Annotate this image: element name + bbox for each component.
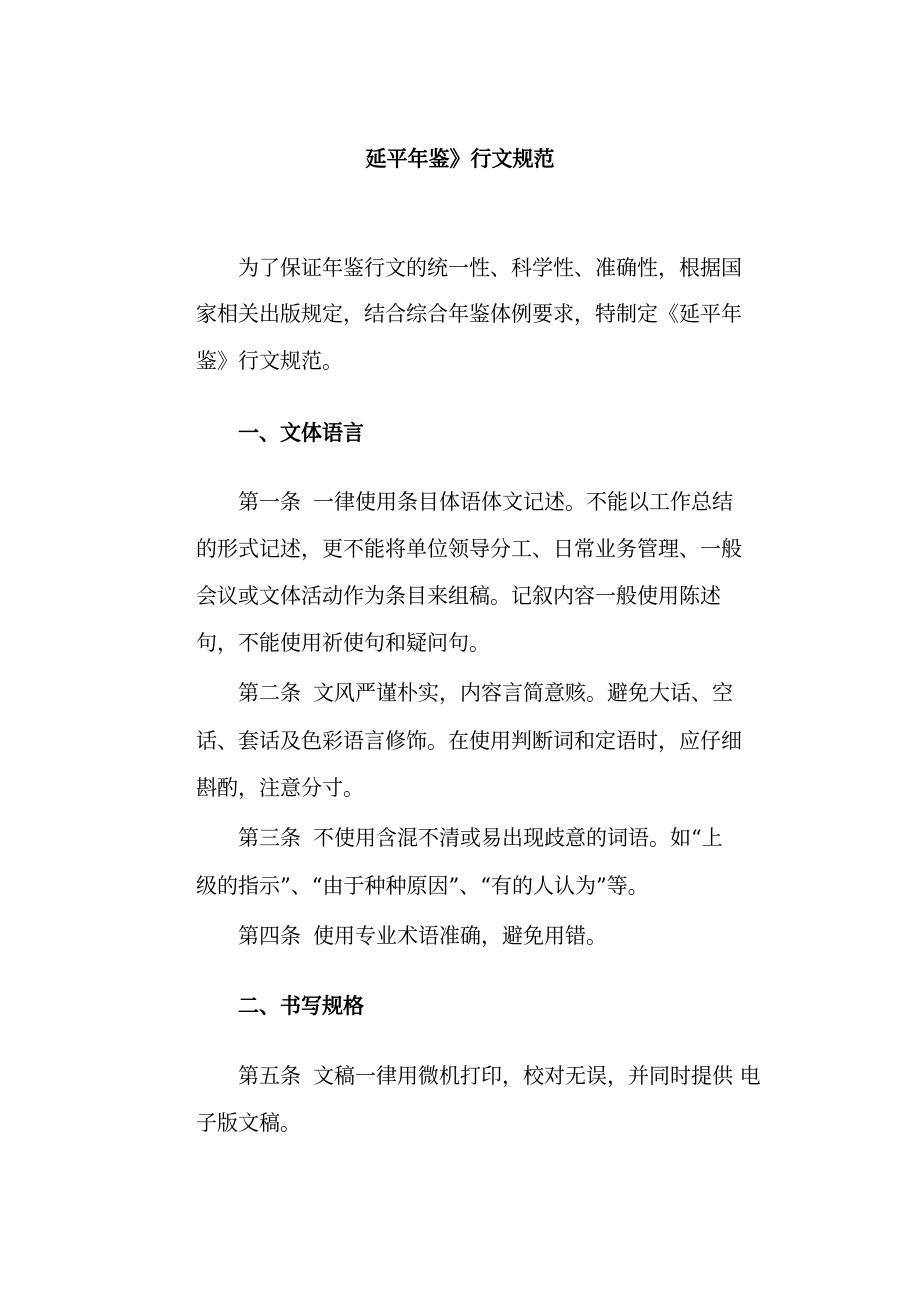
article-5-line-2: 子版文稿。 bbox=[196, 1111, 301, 1135]
article-5-label: 第五条 bbox=[238, 1064, 301, 1088]
intro-line-1: 为了保证年鉴行文的统一性、科学性、准确性，根据国 bbox=[238, 256, 742, 280]
intro-line-3: 鉴》行文规范。 bbox=[196, 349, 343, 373]
article-3-label: 第三条 bbox=[238, 826, 301, 850]
article-5-line-1 bbox=[238, 1060, 761, 1092]
article-4-line-1 bbox=[238, 920, 607, 952]
article-1-line-2: 的形式记述，更不能将单位领导分工、日常业务管理、一般 bbox=[196, 537, 742, 561]
article-5-text: 文稿一律用微机打印，校对无误，并同时提供 电 bbox=[313, 1064, 761, 1088]
article-2-label: 第二条 bbox=[238, 681, 301, 705]
document-title: 延平年鉴》行文规范 bbox=[365, 147, 555, 171]
article-1-text: 一律使用条目体语体文记述。不能以工作总结 bbox=[313, 490, 733, 514]
article-2-text: 文风严谨朴实，内容言简意赅。避免大话、空 bbox=[313, 681, 733, 705]
section-2-heading: 二、书写规格 bbox=[238, 994, 364, 1018]
article-2-line-1 bbox=[238, 677, 733, 709]
article-4-label: 第四条 bbox=[238, 924, 301, 948]
article-3-text: 不使用含混不清或易出现歧意的词语。如“上 bbox=[313, 826, 723, 850]
article-1-line-4: 句，不能使用祈使句和疑问句。 bbox=[196, 631, 490, 655]
article-2-line-3: 斟酌，注意分寸。 bbox=[196, 776, 364, 800]
section-1-heading: 一、文体语言 bbox=[238, 421, 364, 445]
article-3-line-2: 级的指示”、“由于种种原因”、“有的人认为”等。 bbox=[196, 874, 649, 898]
article-4-text: 使用专业术语准确，避免用错。 bbox=[313, 924, 607, 948]
article-1-line-3: 会议或文体活动作为条目来组稿。记叙内容一般使用陈述 bbox=[196, 584, 721, 608]
article-3-line-1 bbox=[238, 822, 723, 854]
article-2-line-2: 话、套话及色彩语言修饰。在使用判断词和定语时，应仔细 bbox=[196, 729, 742, 753]
intro-line-2: 家相关出版规定，结合综合年鉴体例要求，特制定《延平年 bbox=[196, 302, 742, 326]
article-1-line-1 bbox=[238, 486, 733, 518]
article-1-label: 第一条 bbox=[238, 490, 301, 514]
